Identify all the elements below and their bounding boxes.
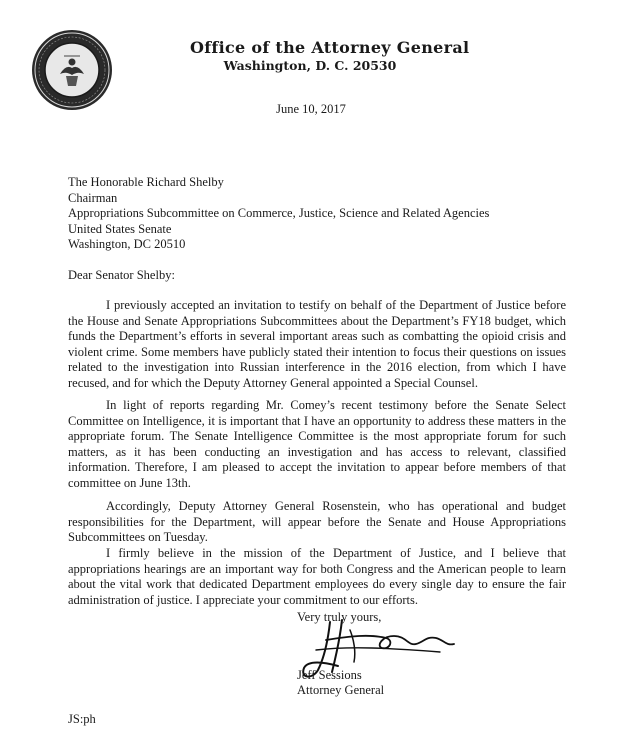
letterhead (190, 38, 470, 74)
paragraph-3-text: Accordingly, Deputy Attorney General Rosenstein, who has operational and budget responsibilities for the Department, will appear before the Senate and House Appropriations Subcommittees on Tuesday. (68, 499, 566, 545)
paragraph-4-text: I firmly believe in the mission of the Department of Justice, and I believe that appropriations hearings are an important way for both Congress and the American people to learn about the vital work that dedicated Department employees do every single day to ensure the fair administration of justice. I appreciate your commitment to our efforts. (68, 546, 566, 607)
recipient-committee: Appropriations Subcommittee on Commerce, Justice, Science and Related Agencies (68, 206, 490, 221)
signer-title: Attorney General (297, 683, 385, 697)
recipient-name: The Honorable Richard Shelby (68, 175, 224, 189)
letterhead-address: Washington, D. C. 20530 (223, 58, 397, 73)
signer-name: Jeff Sessions (297, 668, 362, 682)
doj-seal-icon (30, 28, 114, 112)
paragraph-1 (68, 298, 566, 392)
reference-initials: JS:ph (68, 712, 96, 726)
letterhead-title: Office of the Attorney General (190, 38, 470, 57)
paragraph-1-text: I previously accepted an invitation to testify on behalf of the Department of Justice before the House and Senate Appropriations Subcommittees about the Department’s FY18 budget, which funds the Department’s efforts in several important areas such as combatting the opioid crisis and violent crime. Some members have publicly stated their intention to focus their questions on issues related to the investigation into Russian interference in the 2016 election, from which I have recused, and for which the Deputy Attorney General appointed a Special Counsel. (68, 298, 566, 390)
recipient-city: Washington, DC 20510 (68, 237, 186, 252)
paragraph-2-text: In light of reports regarding Mr. Comey’s recent testimony before the Senate Select Committee on Intelligence, it is important that I have an opportunity to address these matters in the appropriate forum. The Senate Intelligence Committee is the most appropriate forum for such matters, as it has been conducting an investigation and has access to relevant, classified information. Therefore, I am pleased to accept the invitation to appear before members of that committee on June 13th. (68, 398, 566, 490)
paragraph-4 (68, 546, 566, 608)
recipient-block (68, 175, 588, 253)
paragraph-3 (68, 499, 566, 546)
recipient-body: United States Senate (68, 221, 172, 236)
closing: Very truly yours, (297, 610, 382, 624)
paragraph-2 (68, 398, 566, 492)
letter-date: June 10, 2017 (276, 102, 346, 116)
salutation: Dear Senator Shelby: (68, 268, 175, 282)
recipient-position: Chairman (68, 190, 118, 205)
